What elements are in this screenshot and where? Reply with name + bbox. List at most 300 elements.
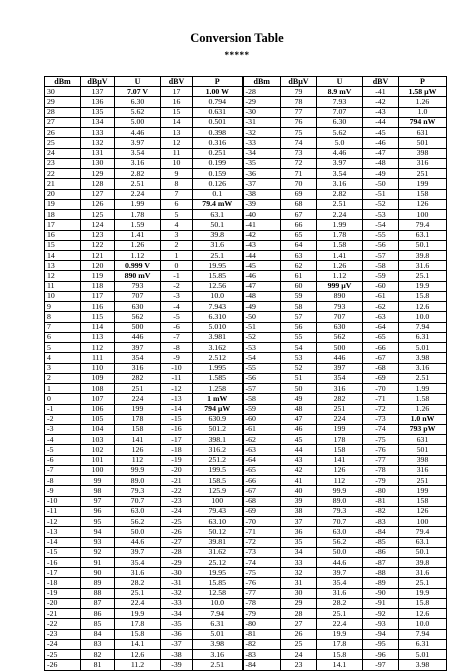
cell-dbm: 28: [45, 107, 81, 117]
cell-dbv-2: -82: [363, 506, 399, 516]
cell-dbm-2: -66: [243, 476, 281, 486]
cell-p-2: 6.31: [399, 332, 447, 342]
cell-dbm: -11: [45, 506, 81, 516]
cell-dbv: -35: [161, 619, 193, 629]
cell-dbv-2: -44: [363, 117, 399, 127]
table-row: [45, 424, 447, 434]
cell-dbv: 15: [161, 107, 193, 117]
cell-dbuv-2: 27: [281, 619, 317, 629]
cell-dbv: -12: [161, 384, 193, 394]
header-dbuv: dBµV: [81, 77, 115, 87]
cell-dbv: 3: [161, 230, 193, 240]
cell-u: 15.8: [115, 629, 161, 639]
table-row: [45, 414, 447, 424]
cell-p: 0.631: [193, 107, 243, 117]
cell-u: 44.6: [115, 537, 161, 547]
cell-dbm-2: -38: [243, 189, 281, 199]
cell-dbm-2: -75: [243, 568, 281, 578]
cell-u: 35.4: [115, 558, 161, 568]
cell-dbuv: 107: [81, 394, 115, 404]
cell-dbv-2: -61: [363, 291, 399, 301]
cell-dbm-2: -40: [243, 210, 281, 220]
cell-p-2: 63.1: [399, 230, 447, 240]
cell-dbm: -16: [45, 558, 81, 568]
cell-dbm: -19: [45, 588, 81, 598]
cell-dbm-2: -52: [243, 332, 281, 342]
cell-dbm-2: -57: [243, 384, 281, 394]
cell-dbm-2: -78: [243, 598, 281, 608]
cell-p-2: 126: [399, 199, 447, 209]
cell-dbm-2: -84: [243, 660, 281, 670]
cell-u-2: 15.8: [317, 650, 363, 660]
cell-dbuv-2: 54: [281, 343, 317, 353]
header-row: [45, 77, 447, 87]
cell-dbuv: 88: [81, 588, 115, 598]
cell-dbv-2: -64: [363, 322, 399, 332]
cell-p-2: 50.1: [399, 240, 447, 250]
table-row: [45, 537, 447, 547]
cell-dbm-2: -83: [243, 650, 281, 660]
cell-p-2: 63.1: [399, 537, 447, 547]
cell-dbm-2: -72: [243, 537, 281, 547]
cell-u: 89.0: [115, 476, 161, 486]
table-row: [45, 435, 447, 445]
table-row: [45, 220, 447, 230]
cell-p-2: 1.26: [399, 404, 447, 414]
cell-dbv: -10: [161, 363, 193, 373]
header-u: U: [115, 77, 161, 87]
cell-dbv: 7: [161, 189, 193, 199]
cell-u-2: 3.16: [317, 179, 363, 189]
cell-dbm: -21: [45, 609, 81, 619]
table-row: [45, 496, 447, 506]
cell-u-2: 126: [317, 465, 363, 475]
cell-u-2: 282: [317, 394, 363, 404]
cell-p: 1.258: [193, 384, 243, 394]
cell-dbm: -18: [45, 578, 81, 588]
cell-p-2: 100: [399, 517, 447, 527]
cell-dbuv-2: 51: [281, 373, 317, 383]
cell-p: 3.162: [193, 343, 243, 353]
cell-u-2: 25.1: [317, 609, 363, 619]
table-row: [45, 486, 447, 496]
cell-dbv: 1: [161, 250, 193, 260]
cell-dbuv: 118: [81, 281, 115, 291]
table-row: [45, 363, 447, 373]
cell-dbm: 24: [45, 148, 81, 158]
cell-u-2: 17.8: [317, 639, 363, 649]
cell-dbm-2: -70: [243, 517, 281, 527]
cell-p-2: 2.51: [399, 373, 447, 383]
table-row: [45, 394, 447, 404]
cell-dbm: 6: [45, 332, 81, 342]
cell-dbuv: 109: [81, 373, 115, 383]
cell-u: 446: [115, 332, 161, 342]
table-row: [45, 629, 447, 639]
table-row: [45, 230, 447, 240]
cell-dbm-2: -81: [243, 629, 281, 639]
cell-dbv: 0: [161, 261, 193, 271]
cell-dbv: 5: [161, 210, 193, 220]
cell-dbm-2: -41: [243, 220, 281, 230]
cell-dbm-2: -79: [243, 609, 281, 619]
cell-p-2: 3.98: [399, 353, 447, 363]
table-row: [45, 384, 447, 394]
cell-p: 0.159: [193, 169, 243, 179]
cell-u-2: 397: [317, 363, 363, 373]
cell-p-2: 631: [399, 128, 447, 138]
cell-dbm: 10: [45, 291, 81, 301]
cell-u-2: 141: [317, 455, 363, 465]
cell-u: 282: [115, 373, 161, 383]
cell-u-2: 79.3: [317, 506, 363, 516]
cell-dbuv: 97: [81, 496, 115, 506]
cell-u: 3.16: [115, 158, 161, 168]
cell-dbuv: 120: [81, 261, 115, 271]
cell-dbuv-2: 28: [281, 609, 317, 619]
table-row: [45, 506, 447, 516]
cell-p-2: 79.4: [399, 527, 447, 537]
cell-u: 890 mV: [115, 271, 161, 281]
cell-dbm: 15: [45, 240, 81, 250]
cell-u-2: 99.9: [317, 486, 363, 496]
cell-dbv: 17: [161, 87, 193, 97]
cell-p-2: 12.6: [399, 302, 447, 312]
cell-dbv-2: -95: [363, 639, 399, 649]
cell-dbuv: 119: [81, 271, 115, 281]
table-row: [45, 517, 447, 527]
table-row: [45, 250, 447, 260]
cell-u-2: 1.78: [317, 230, 363, 240]
cell-dbuv-2: 58: [281, 302, 317, 312]
cell-dbuv: 125: [81, 210, 115, 220]
cell-dbm-2: -82: [243, 639, 281, 649]
cell-p: 50.1: [193, 220, 243, 230]
cell-dbuv: 121: [81, 250, 115, 260]
cell-dbv-2: -55: [363, 230, 399, 240]
cell-dbuv-2: 57: [281, 312, 317, 322]
cell-dbv: -9: [161, 353, 193, 363]
cell-dbm-2: -29: [243, 97, 281, 107]
cell-p: 39.81: [193, 537, 243, 547]
cell-dbuv: 100: [81, 465, 115, 475]
page-title: Conversion Table: [190, 31, 284, 45]
cell-p-2: 25.1: [399, 578, 447, 588]
cell-dbv-2: -41: [363, 87, 399, 97]
cell-p-2: 3.16: [399, 363, 447, 373]
cell-u-2: 1.26: [317, 261, 363, 271]
cell-dbv-2: -88: [363, 568, 399, 578]
cell-dbm: -26: [45, 660, 81, 670]
cell-dbv: -3: [161, 291, 193, 301]
conversion-table: [44, 76, 447, 671]
cell-u-2: 446: [317, 353, 363, 363]
cell-u-2: 50.0: [317, 547, 363, 557]
cell-dbv: -25: [161, 517, 193, 527]
cell-dbv: -14: [161, 404, 193, 414]
cell-p-2: 251: [399, 476, 447, 486]
cell-u: 2.51: [115, 179, 161, 189]
cell-dbv-2: -76: [363, 445, 399, 455]
cell-dbv: -29: [161, 558, 193, 568]
cell-dbm-2: -32: [243, 128, 281, 138]
cell-p-2: 19.9: [399, 281, 447, 291]
cell-p: 5.010: [193, 322, 243, 332]
cell-p-2: 7.94: [399, 322, 447, 332]
cell-dbm-2: -56: [243, 373, 281, 383]
cell-dbv: -7: [161, 332, 193, 342]
cell-dbuv-2: 76: [281, 117, 317, 127]
table-row: [45, 281, 447, 291]
cell-dbuv: 136: [81, 97, 115, 107]
cell-dbv-2: -89: [363, 578, 399, 588]
cell-u: 31.6: [115, 568, 161, 578]
cell-dbuv-2: 37: [281, 517, 317, 527]
cell-u: 158: [115, 424, 161, 434]
cell-dbv-2: -48: [363, 158, 399, 168]
cell-dbv: 14: [161, 117, 193, 127]
cell-dbuv-2: 45: [281, 435, 317, 445]
cell-p-2: 10.0: [399, 312, 447, 322]
table-row: [45, 87, 447, 97]
cell-dbuv-2: 79: [281, 87, 317, 97]
cell-u: 1.99: [115, 199, 161, 209]
cell-p-2: 501: [399, 138, 447, 148]
cell-u: 12.6: [115, 650, 161, 660]
cell-dbuv: 91: [81, 558, 115, 568]
cell-dbv-2: -47: [363, 148, 399, 158]
title-ornament: *****: [224, 50, 250, 60]
cell-u: 19.9: [115, 609, 161, 619]
cell-dbm: 12: [45, 271, 81, 281]
table-row: [45, 169, 447, 179]
cell-dbv: 2: [161, 240, 193, 250]
table-row: [45, 455, 447, 465]
cell-p-2: 31.6: [399, 261, 447, 271]
table-row: [45, 332, 447, 342]
cell-dbuv: 83: [81, 639, 115, 649]
cell-p-2: 50.1: [399, 547, 447, 557]
cell-p: 0.316: [193, 138, 243, 148]
cell-dbv-2: -50: [363, 179, 399, 189]
cell-dbv: -19: [161, 455, 193, 465]
cell-p: 0.1: [193, 189, 243, 199]
cell-dbm-2: -51: [243, 322, 281, 332]
cell-dbuv-2: 66: [281, 220, 317, 230]
cell-dbuv-2: 35: [281, 537, 317, 547]
cell-u-2: 14.1: [317, 660, 363, 670]
cell-dbv-2: -92: [363, 609, 399, 619]
cell-u: 793: [115, 281, 161, 291]
cell-dbuv-2: 26: [281, 629, 317, 639]
cell-dbm-2: -49: [243, 302, 281, 312]
cell-dbm: -6: [45, 455, 81, 465]
cell-dbm-2: -64: [243, 455, 281, 465]
cell-dbv: 9: [161, 169, 193, 179]
cell-dbv: -21: [161, 476, 193, 486]
cell-dbm: -13: [45, 527, 81, 537]
cell-dbuv: 92: [81, 547, 115, 557]
cell-u: 354: [115, 353, 161, 363]
cell-dbv: -4: [161, 302, 193, 312]
cell-dbuv-2: 78: [281, 97, 317, 107]
table-row: [45, 660, 447, 670]
cell-dbm-2: -39: [243, 199, 281, 209]
cell-dbuv-2: 68: [281, 199, 317, 209]
header-dbuv-2: dBµV: [281, 77, 317, 87]
cell-p: 39.8: [193, 230, 243, 240]
cell-p-2: 1.26: [399, 97, 447, 107]
cell-u-2: 28.2: [317, 598, 363, 608]
table-row: [45, 97, 447, 107]
cell-dbv: -15: [161, 414, 193, 424]
cell-dbuv-2: 36: [281, 527, 317, 537]
table-row: [45, 179, 447, 189]
cell-p-2: 398: [399, 455, 447, 465]
cell-dbv: -17: [161, 435, 193, 445]
cell-dbm-2: -31: [243, 117, 281, 127]
cell-dbm-2: -65: [243, 465, 281, 475]
cell-p-2: 251: [399, 169, 447, 179]
cell-p: 1.995: [193, 363, 243, 373]
cell-dbuv-2: 44: [281, 445, 317, 455]
cell-p: 12.58: [193, 588, 243, 598]
cell-dbuv-2: 69: [281, 189, 317, 199]
cell-p-2: 5.01: [399, 650, 447, 660]
cell-dbm: -23: [45, 629, 81, 639]
table-row: [45, 107, 447, 117]
cell-dbuv: 134: [81, 117, 115, 127]
cell-dbm: -20: [45, 598, 81, 608]
cell-u-2: 2.51: [317, 199, 363, 209]
cell-u: 1.12: [115, 250, 161, 260]
cell-u: 79.3: [115, 486, 161, 496]
cell-dbv-2: -83: [363, 517, 399, 527]
cell-dbm-2: -60: [243, 414, 281, 424]
cell-dbv: -8: [161, 343, 193, 353]
cell-u: 6.30: [115, 97, 161, 107]
table-row: [45, 148, 447, 158]
cell-p-2: 501: [399, 445, 447, 455]
cell-dbv: -39: [161, 660, 193, 670]
cell-dbm-2: -77: [243, 588, 281, 598]
cell-p-2: 316: [399, 158, 447, 168]
cell-dbuv: 106: [81, 404, 115, 414]
cell-dbm: -15: [45, 547, 81, 557]
cell-dbv: 11: [161, 148, 193, 158]
cell-dbv-2: -97: [363, 660, 399, 670]
cell-dbm: 30: [45, 87, 81, 97]
cell-dbuv: 127: [81, 189, 115, 199]
cell-dbv-2: -72: [363, 404, 399, 414]
cell-dbuv-2: 65: [281, 230, 317, 240]
table-row: [45, 138, 447, 148]
cell-dbuv: 130: [81, 158, 115, 168]
cell-dbm: 21: [45, 179, 81, 189]
cell-p: 63.1: [193, 210, 243, 220]
cell-p-2: 631: [399, 435, 447, 445]
cell-dbv: -16: [161, 424, 193, 434]
cell-p-2: 31.6: [399, 568, 447, 578]
table-row: [45, 639, 447, 649]
cell-u-2: 178: [317, 435, 363, 445]
cell-p: 2.512: [193, 353, 243, 363]
cell-u-2: 35.4: [317, 578, 363, 588]
cell-dbv-2: -77: [363, 455, 399, 465]
cell-u-2: 316: [317, 384, 363, 394]
cell-dbuv-2: 39: [281, 496, 317, 506]
cell-p: 7.943: [193, 302, 243, 312]
cell-u: 50.0: [115, 527, 161, 537]
cell-p: 100: [193, 496, 243, 506]
cell-u: 7.07 V: [115, 87, 161, 97]
cell-dbv: -2: [161, 281, 193, 291]
cell-dbuv: 98: [81, 486, 115, 496]
table-row: [45, 404, 447, 414]
cell-dbuv: 132: [81, 138, 115, 148]
cell-p: 3.98: [193, 639, 243, 649]
cell-p: 794 µW: [193, 404, 243, 414]
cell-dbv-2: -93: [363, 619, 399, 629]
table-row: [45, 588, 447, 598]
cell-dbuv: 112: [81, 343, 115, 353]
cell-dbm: -25: [45, 650, 81, 660]
cell-dbv-2: -58: [363, 261, 399, 271]
cell-dbuv-2: 31: [281, 578, 317, 588]
cell-dbv-2: -68: [363, 363, 399, 373]
cell-dbm: -14: [45, 537, 81, 547]
cell-p: 63.10: [193, 517, 243, 527]
cell-dbv: 6: [161, 199, 193, 209]
cell-dbv-2: -84: [363, 527, 399, 537]
cell-p: 199.5: [193, 465, 243, 475]
cell-p: 1 mW: [193, 394, 243, 404]
cell-dbuv: 114: [81, 322, 115, 332]
cell-u: 630: [115, 302, 161, 312]
cell-dbuv-2: 43: [281, 455, 317, 465]
cell-p-2: 158: [399, 496, 447, 506]
cell-dbm: 14: [45, 250, 81, 260]
cell-u-2: 199: [317, 424, 363, 434]
cell-u: 11.2: [115, 660, 161, 670]
cell-dbm-2: -37: [243, 179, 281, 189]
cell-dbv-2: -60: [363, 281, 399, 291]
cell-dbuv-2: 25: [281, 639, 317, 649]
cell-u-2: 2.82: [317, 189, 363, 199]
cell-dbuv: 113: [81, 332, 115, 342]
header-p: P: [193, 77, 243, 87]
cell-dbv: -27: [161, 537, 193, 547]
cell-dbm: -3: [45, 424, 81, 434]
cell-p: 10.0: [193, 598, 243, 608]
table-row: [45, 558, 447, 568]
cell-dbm-2: -30: [243, 107, 281, 117]
cell-u-2: 999 µV: [317, 281, 363, 291]
cell-p: 2.51: [193, 660, 243, 670]
cell-dbv-2: -57: [363, 250, 399, 260]
cell-dbv-2: -96: [363, 650, 399, 660]
cell-dbm-2: -61: [243, 424, 281, 434]
cell-dbm: 0: [45, 394, 81, 404]
cell-dbm: -10: [45, 496, 81, 506]
cell-u: 1.78: [115, 210, 161, 220]
cell-dbuv: 103: [81, 435, 115, 445]
table-row: [45, 598, 447, 608]
cell-dbuv-2: 41: [281, 476, 317, 486]
cell-dbv-2: -70: [363, 384, 399, 394]
cell-dbm-2: -74: [243, 558, 281, 568]
cell-dbm: -2: [45, 414, 81, 424]
